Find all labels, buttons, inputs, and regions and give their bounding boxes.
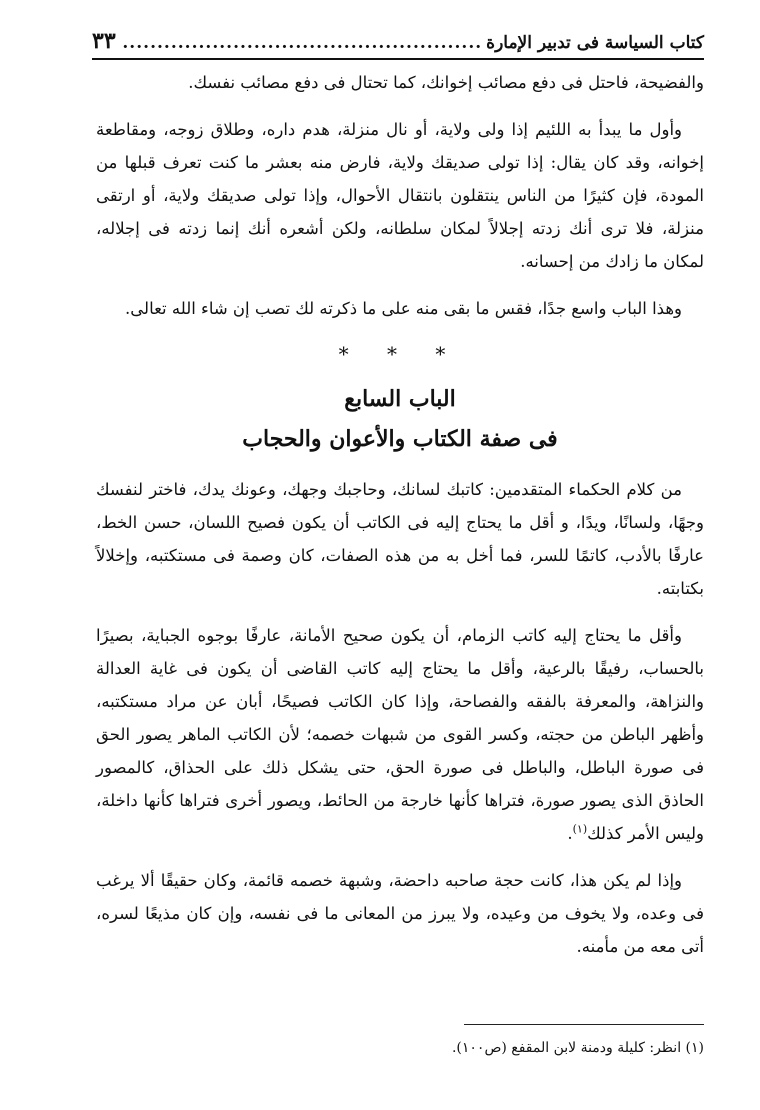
section-divider-stars: * * * — [338, 342, 462, 366]
footnote-separator — [464, 1024, 704, 1025]
page-body — [96, 66, 704, 977]
paragraph: وأول ما يبدأ به اللئيم إذا ولى ولاية، أو نال منزلة، هدم داره، وطلاق زوجه، ومقاطعة إخوانه، وقد كان يقال: إذا تولى صديقك ولاية، فارض منه بعشر ما كنت تعرف قبلها من المودة، فإن كثيرًا من الناس ينتقلون بانتقال الأحوال، وإذا تولى صديقك ولاية، أو ارتقى منزلة، فلا ترى أنك زدته إجلالاً لمكان سلطانه، ولكن أشعره أنك إنما زدته فى إجلاله، لمكان ما زادك من إحسانه. — [96, 120, 704, 271]
paragraph-end: . — [567, 824, 573, 843]
footnote-reference[interactable]: (١) — [572, 822, 588, 836]
running-header — [92, 28, 704, 60]
leader-dots — [120, 33, 483, 53]
paragraph-text: وأقل ما يحتاج إليه كاتب الزمام، أن يكون صحيح الأمانة، عارفًا بوجوه الجباية، بصيرًا بالحساب، رفيقًا بالرعية، وأقل ما يحتاج إليه كاتب القاضى أن يكون فى غاية العدالة والنزاهة، والمعرفة بالفقه والفصاحة، وإذا كان الكاتب فصيحًا، أبان عن مراد مستكتبه، وأظهر الباطن من حجته، وكسر القوى من شبهات خصمه؛ لأن الكاتب الماهر يصور الحق فى صورة الباطل، والباطل فى صورة الحق، حتى يشكل ذلك على الحذاق، كالمصور الحاذق الذى يصور صورة، فتراها كأنها خارجة من الحائط، ويصور أخرى فتراها كأنها داخلة، وليس الأمر كذلك — [96, 626, 704, 843]
chapter-subtitle: فى صفة الكتاب والأعوان والحجاب — [242, 426, 558, 452]
paragraph: وإذا لم يكن هذا، كانت حجة صاحبه داحضة، وشبهة خصمه قائمة، وكان حقيقًا ألا يرغب فى وعده، ولا يخوف من وعيده، ولا يبرز من المعانى ما فى نفسه، وإن كان مذيعًا لسره، أتى معه من مأمنه. — [96, 871, 704, 956]
paragraph — [96, 619, 704, 850]
chapter-title: الباب السابع — [344, 386, 456, 412]
paragraph: وهذا الباب واسع جدًا، فقس ما بقى منه على ما ذكرته لك تصب إن شاء الله تعالى. — [125, 299, 682, 318]
paragraph: من كلام الحكماء المتقدمين: كاتبك لسانك، وحاجبك وجهك، وعونك يدك، فاختر لنفسك وجهًا، ولسانًا، ويدًا، و أقل ما يحتاج إليه فى الكاتب أن يكون فصيح اللسان، حسن الخط، عارفًا بالأدب، كاتمًا للسر، فما أخل به من هذه الصفات، كان وصمة فى مستكتبه، وإخلالاً بكتابته. — [96, 480, 704, 598]
footnote: (١) انظر: كليلة ودمنة لابن المقفع (ص١٠٠). — [451, 1040, 704, 1056]
book-title: كتاب السياسة فى تدبير الإمارة — [486, 33, 704, 53]
paragraph: والفضيحة، فاحتل فى دفع مصائب إخوانك، كما تحتال فى دفع مصائب نفسك. — [188, 73, 704, 92]
page-number: ٣٣ — [92, 28, 116, 54]
